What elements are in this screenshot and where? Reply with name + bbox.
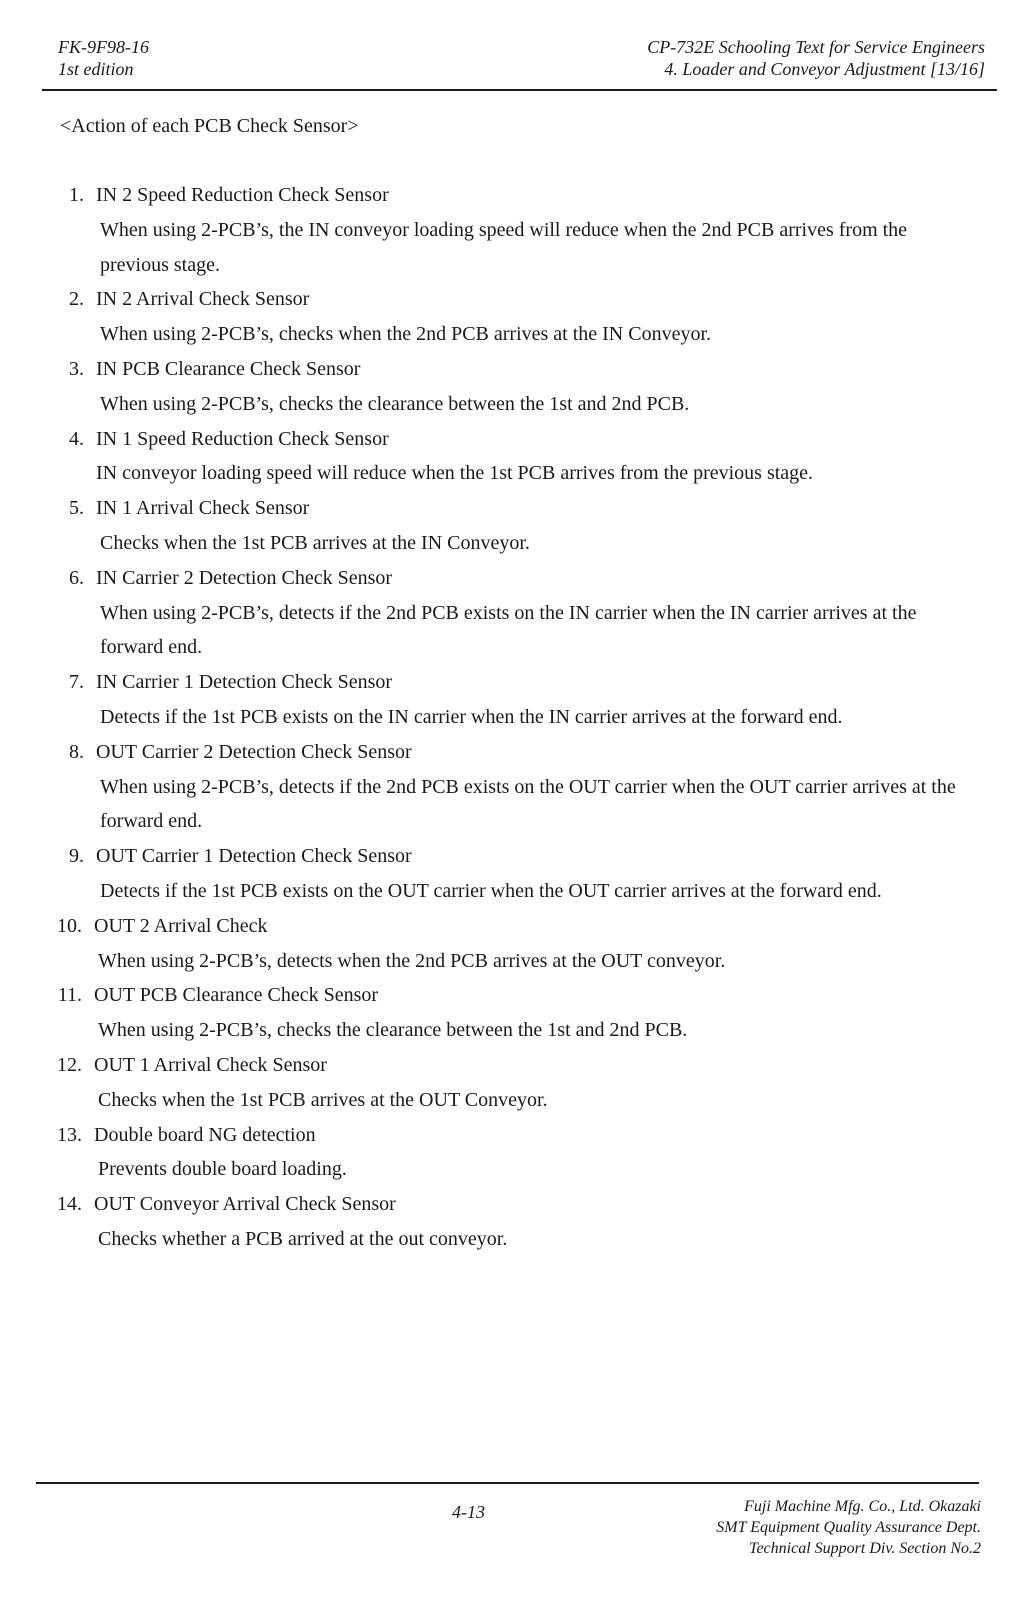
item-description: Prevents double board loading. [98,1158,347,1181]
item-number: 1. [69,184,84,206]
item-description: Checks when the 1st PCB arrives at the IN Conveyor. [100,531,530,554]
item-title: IN Carrier 2 Detection Check Sensor [96,566,393,589]
division: Technical Support Div. Section No.2 [749,1540,981,1557]
item-title: IN 2 Arrival Check Sensor [96,288,310,311]
list-item [0,978,1033,1048]
item-number: 8. [69,740,84,763]
item-title: OUT Carrier 2 Detection Check Sensor [96,740,412,763]
item-description: When using 2-PCB’s, the IN conveyor loading speed will reduce when the 2nd PCB arrives from the previous stage. [100,218,908,276]
list-item [0,665,1033,735]
item-description: When using 2-PCB’s, checks the clearance between the 1st and 2nd PCB. [100,392,690,415]
item-title: OUT PCB Clearance Check Sensor [94,984,379,1007]
list-item [0,1187,1033,1257]
item-number: 12. [57,1053,82,1076]
list-item [0,422,1033,492]
header-right [647,36,985,80]
item-number: 5. [69,497,84,520]
item-number: 2. [69,288,84,311]
item-description: When using 2-PCB’s, detects if the 2nd PCB exists on the IN carrier when the IN carrier arrives at the forward end. [100,601,917,659]
edition: 1st edition [58,59,134,79]
list-item [0,1118,1033,1188]
item-number: 4. [69,427,84,450]
item-number: 10. [57,914,82,937]
item-description: When using 2-PCB’s, checks when the 2nd PCB arrives at the IN Conveyor. [100,323,712,346]
item-description: Checks whether a PCB arrived at the out conveyor. [98,1227,508,1250]
list-item [0,735,1033,839]
item-title: IN Carrier 1 Detection Check Sensor [96,671,393,694]
item-description: When using 2-PCB’s, detects if the 2nd PCB exists on the OUT carrier when the OUT carrier arrives at the forward end. [100,775,956,833]
item-title: IN 1 Speed Reduction Check Sensor [96,427,389,450]
item-description: When using 2-PCB’s, checks the clearance between the 1st and 2nd PCB. [98,1019,688,1042]
item-title: OUT 1 Arrival Check Sensor [94,1053,327,1076]
list-item [0,491,1033,561]
item-title: IN 1 Arrival Check Sensor [96,497,310,520]
item-title: IN 2 Speed Reduction Check Sensor [96,184,389,206]
item-title: OUT Carrier 1 Detection Check Sensor [96,845,412,868]
item-number: 3. [69,357,84,380]
item-description: When using 2-PCB’s, detects when the 2nd PCB arrives at the OUT conveyor. [98,949,726,972]
item-description: Detects if the 1st PCB exists on the IN carrier when the IN carrier arrives at the forward end. [100,705,843,728]
list-item [0,178,1033,282]
list-item [0,1048,1033,1118]
company-name: Fuji Machine Mfg. Co., Ltd. Okazaki [744,1498,981,1515]
list-item [0,561,1033,665]
list-item [0,282,1033,352]
department: SMT Equipment Quality Assurance Dept. [716,1519,981,1536]
list-item [0,909,1033,979]
item-number: 13. [57,1123,82,1146]
header-divider [42,89,997,91]
item-title: Double board NG detection [94,1123,316,1146]
item-number: 11. [57,984,82,1007]
item-title: OUT Conveyor Arrival Check Sensor [94,1193,396,1216]
item-number: 7. [69,671,84,694]
chapter-title: 4. Loader and Conveyor Adjustment [13/16] [664,59,985,79]
list-item [0,352,1033,422]
item-number: 14. [57,1193,82,1216]
item-description: Checks when the 1st PCB arrives at the OUT Conveyor. [98,1088,548,1111]
footer-divider [36,1482,979,1484]
section-heading: <Action of each PCB Check Sensor> [60,115,359,137]
list-item [0,839,1033,909]
item-description: IN conveyor loading speed will reduce when the 1st PCB arrives from the previous stage. [96,462,814,485]
item-number: 9. [69,845,84,868]
item-number: 6. [69,566,84,589]
page-number: 4-13 [452,1502,485,1522]
footer-right [716,1496,981,1559]
item-description: Detects if the 1st PCB exists on the OUT carrier when the OUT carrier arrives at the forward end. [100,879,882,902]
item-title: OUT 2 Arrival Check [94,914,268,937]
sensor-list [0,178,1033,1257]
header-left [58,36,149,80]
doc-title: CP-732E Schooling Text for Service Engineers [647,37,985,57]
item-title: IN PCB Clearance Check Sensor [96,357,361,380]
doc-id: FK-9F98-16 [58,37,149,57]
